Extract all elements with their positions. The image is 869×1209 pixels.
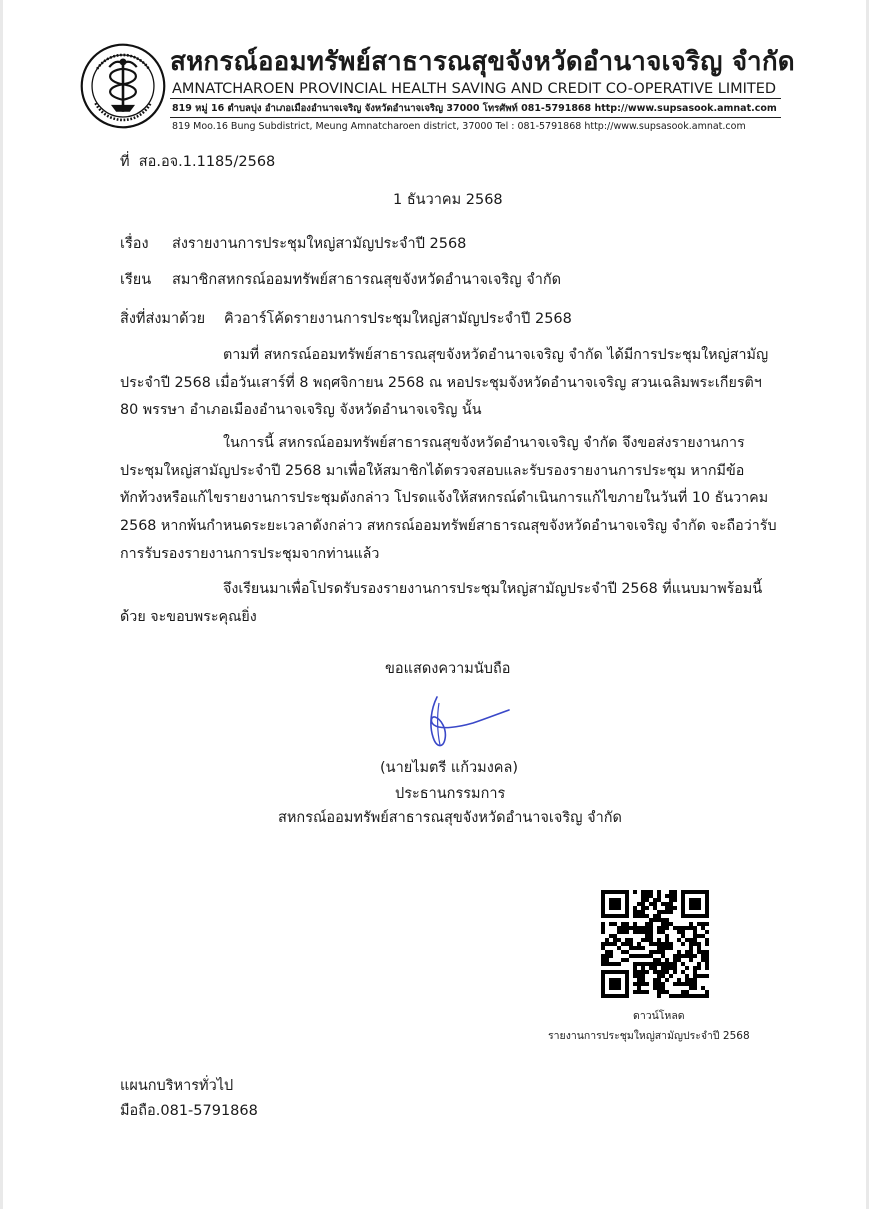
reference-number: สอ.อจ.1.1185/2568: [138, 154, 276, 170]
recipient-line: [120, 270, 561, 290]
cooperative-seal-icon: [80, 43, 166, 129]
paragraph-3-line: ด้วย จะขอบพระคุณยิ่ง: [120, 608, 257, 625]
paragraph-2-line: 2568 หากพ้นกำหนดระยะเวลาดังกล่าว สหกรณ์ออมทรัพย์สาธารณสุขจังหวัดอำนาจเจริญ จำกัด จะถือว่ารับ: [120, 518, 777, 535]
paragraph-2: [120, 430, 780, 569]
paragraph-1-line: 80 พรรษา อำเภอเมืองอำนาจเจริญ จังหวัดอำนาจเจริญ นั้น: [120, 402, 482, 419]
paragraph-3: [120, 576, 780, 631]
paragraph-1-line: ประจำปี 2568 เมื่อวันเสาร์ที่ 8 พฤศจิกายน 2568 ณ หอประชุมจังหวัดอำนาจเจริญ สวนเฉลิมพระเกียรติฯ: [120, 374, 762, 391]
qr-code-icon[interactable]: [601, 890, 709, 998]
paragraph-1: [120, 342, 780, 425]
org-name-en: AMNATCHAROEN PROVINCIAL HEALTH SAVING AND CREDIT CO-OPERATIVE LIMITED: [172, 81, 777, 97]
enclosure-text: คิวอาร์โค้ดรายงานการประชุมใหญ่สามัญประจำปี 2568: [224, 311, 572, 327]
subject-line: [120, 234, 466, 254]
qr-caption-title: รายงานการประชุมใหญ่สามัญประจำปี 2568: [548, 1030, 750, 1042]
signer-name: (นายไมตรี แก้วมงคล): [380, 760, 519, 776]
paragraph-2-line: การรับรองรายงานการประชุมจากท่านแล้ว: [120, 545, 380, 562]
handwritten-signature: [425, 695, 515, 760]
signer-organization: สหกรณ์ออมทรัพย์สาธารณสุขจังหวัดอำนาจเจริญ จำกัด: [278, 810, 622, 826]
header-rule-top: [170, 98, 781, 99]
page-left-edge: [0, 0, 3, 1209]
footer-phone: มือถือ.081-5791868: [120, 1103, 258, 1119]
qr-caption-download: ดาวน์โหลด: [633, 1010, 685, 1022]
subject-label: เรื่อง: [120, 236, 149, 252]
paragraph-1-line: ตามที่ สหกรณ์ออมทรัพย์สาธารณสุขจังหวัดอำนาจเจริญ จำกัด ได้มีการประชุมใหญ่สามัญ: [223, 347, 769, 363]
reference-line: [120, 152, 275, 172]
qr-code-container[interactable]: [601, 890, 709, 998]
footer-department: แผนกบริหารทั่วไป: [120, 1078, 234, 1094]
org-name-th: สหกรณ์ออมทรัพย์สาธารณสุขจังหวัดอำนาจเจริญ จำกัด: [170, 47, 795, 77]
subject-text: ส่งรายงานการประชุมใหญ่สามัญประจำปี 2568: [172, 236, 467, 252]
closing-salutation: ขอแสดงความนับถือ: [385, 661, 511, 677]
enclosure-label: สิ่งที่ส่งมาด้วย: [120, 311, 206, 327]
enclosure-line: [120, 309, 572, 329]
paragraph-2-line: ทักท้วงหรือแก้ไขรายงานการประชุมดังกล่าว โปรดแจ้งให้สหกรณ์ดำเนินการแก้ไขภายในวันที่ 10 ธันวาคม: [120, 490, 769, 507]
reference-label: ที่: [120, 154, 130, 170]
paragraph-3-line: จึงเรียนมาเพื่อโปรดรับรองรายงานการประชุมใหญ่สามัญประจำปี 2568 ที่แนบมาพร้อมนี้: [223, 581, 763, 597]
recipient-label: เรียน: [120, 272, 152, 288]
signer-position: ประธานกรรมการ: [395, 786, 506, 802]
header-rule-bottom: [170, 117, 781, 118]
address-th: 819 หมู่ 16 ตำบลบุ่ง อำเภอเมืองอำนาจเจริญ จังหวัดอำนาจเจริญ 37000 โทรศัพท์ 081-5791868 http://www.supsasook.amnat.com: [172, 103, 777, 114]
letter-date: 1 ธันวาคม 2568: [393, 192, 503, 208]
paragraph-2-line: ประชุมใหญ่สามัญประจำปี 2568 มาเพื่อให้สมาชิกได้ตรวจสอบและรับรองรายงานการประชุม หากมีข้อ: [120, 462, 745, 479]
paragraph-2-line: ในการนี้ สหกรณ์ออมทรัพย์สาธารณสุขจังหวัดอำนาจเจริญ จำกัด จึงขอส่งรายงานการ: [223, 435, 745, 451]
address-en: 819 Moo.16 Bung Subdistrict, Meung Amnatcharoen district, 37000 Tel : 081-5791868 http://www.supsasook.amnat.com: [172, 121, 746, 132]
recipient-text: สมาชิกสหกรณ์ออมทรัพย์สาธารณสุขจังหวัดอำนาจเจริญ จำกัด: [172, 272, 562, 288]
